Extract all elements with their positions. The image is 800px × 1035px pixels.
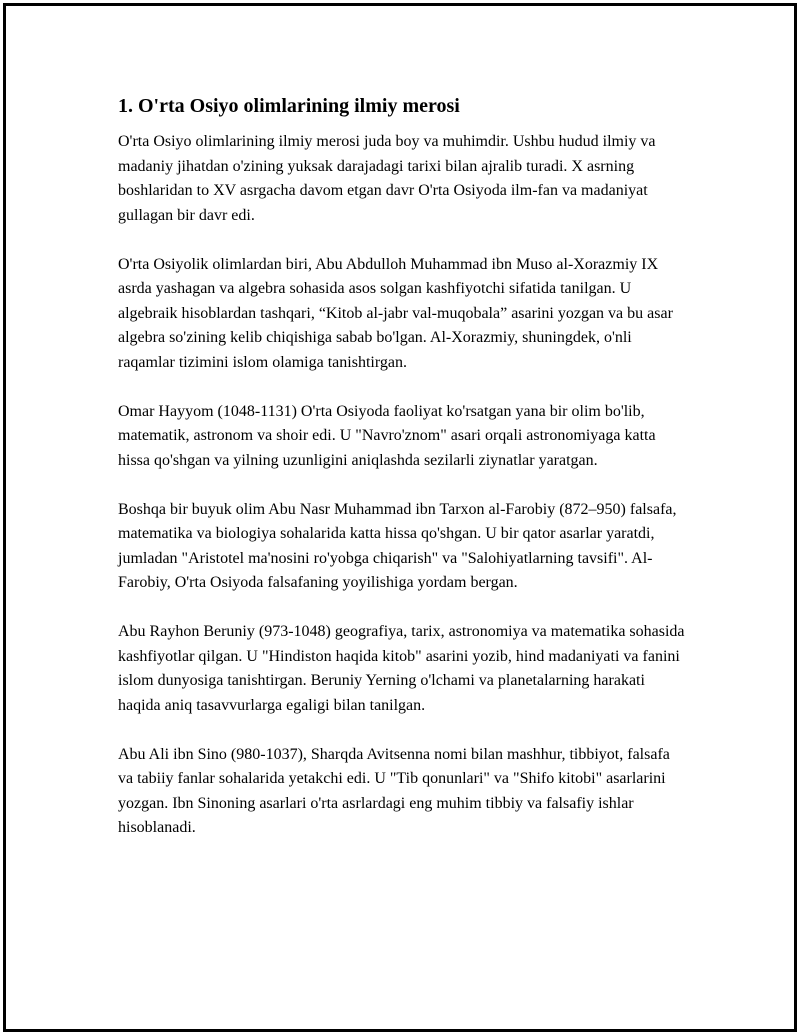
paragraph-al-xorazmiy: O'rta Osiyolik olimlardan biri, Abu Abdulloh Muhammad ibn Muso al-Xorazmiy IX asrda yashagan va algebra sohasida asos solgan kashfiyotchi sifatida tanilgan. U algebraik hisoblardan tashqari, “Kitob al-jabr val-muqobala” asarini yozgan va bu asar algebra so'zining kelib chiqishiga sabab bo'lgan. Al-Xorazmiy, shuningdek, o'nli raqamlar tizimini islom olamiga tanishtirgan. [118, 255, 673, 371]
paragraph-intro: O'rta Osiyo olimlarining ilmiy merosi juda boy va muhimdir. Ushbu hudud ilmiy va madaniy jihatdan o'zining yuksak darajadagi tarixi bilan ajralib turadi. X asrning boshlaridan to XV asrgacha davom etgan davr O'rta Osiyoda ilm-fan va madaniyat gullagan bir davr edi. [118, 133, 656, 224]
paragraph-omar-hayyom: Omar Hayyom (1048-1131) O'rta Osiyoda faoliyat ko'rsatgan yana bir olim bo'lib, matematik, astronom va shoir edi. U "Navro'znom" asari orqali astronomiyaga katta hissa qo'shgan va yilning uzunligini aniqlashda sezilarli ziynatlar yaratgan. [118, 402, 656, 469]
paragraph-al-farobiy: Boshqa bir buyuk olim Abu Nasr Muhammad ibn Tarxon al-Farobiy (872–950) falsafa, matematika va biologiya sohalarida katta hissa qo'shgan. U bir qator asarlar yaratdi, jumladan "Aristotel ma'nosini ro'yobga chiqarish" va "Salohiyatlarning tavsifi". Al-Farobiy, O'rta Osiyoda falsafaning yoyilishiga yordam bergan. [118, 500, 677, 591]
section-heading: 1. O'rta Osiyo olimlarining ilmiy merosi [118, 95, 460, 117]
paragraph-beruniy: Abu Rayhon Beruniy (973-1048) geografiya, tarix, astronomiya va matematika sohasida kashfiyotlar qilgan. U "Hindiston haqida kitob" asarini yozib, hind madaniyati va fanini islom dunyosiga tanishtirgan. Beruniy Yerning o'lchami va planetalarning harakati haqida aniq tasavvurlarga egaligi bilan tanilgan. [118, 623, 685, 714]
paragraph-ibn-sino: Abu Ali ibn Sino (980-1037), Sharqda Avitsenna nomi bilan mashhur, tibbiyot, falsafa va tabiiy fanlar sohalarida yetakchi edi. U "Tib qonunlari" va "Shifo kitobi" asarlarini yozgan. Ibn Sinoning asarlari o'rta asrlardagi eng muhim tibbiy va falsafiy ishlar hisoblanadi. [118, 745, 670, 836]
document-body [118, 92, 688, 865]
